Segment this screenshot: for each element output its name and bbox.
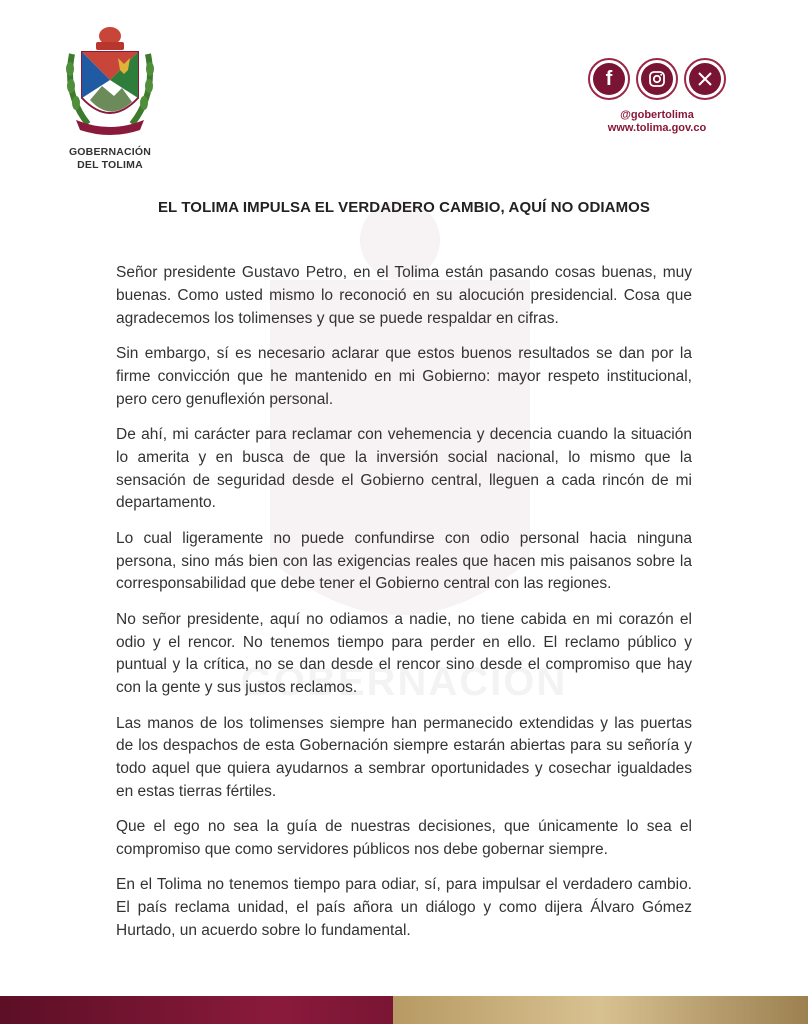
footer-red-band	[0, 996, 393, 1024]
paragraph: En el Tolima no tenemos tiempo para odiar, sí, para impulsar el verdadero cambio. El país reclama unidad, el país añora un diálogo y como dijera Álvaro Gómez Hurtado, un acuerdo sobre lo fundamental.	[116, 876, 692, 940]
document-body	[116, 262, 692, 955]
tolima-crest-icon	[58, 24, 162, 142]
gobernacion-logo	[58, 24, 162, 172]
paragraph: Sin embargo, sí es necesario aclarar que estos buenos resultados se dan por la firme convicción que he mantenido en mi Gobierno: mayor respeto institucional, pero cero genuflexión personal.	[116, 344, 692, 408]
facebook-icon[interactable]: f	[588, 58, 630, 100]
paragraph: Señor presidente Gustavo Petro, en el Tolima están pasando cosas buenas, muy buenas. Como usted mismo lo reconoció en su alocución presidencial. Cosa que agradecemos los tolimenses y que se puede respaldar en cifras.	[116, 264, 692, 327]
x-icon[interactable]	[684, 58, 726, 100]
instagram-icon[interactable]	[636, 58, 678, 100]
paragraph: Lo cual ligeramente no puede confundirse con odio personal hacia ninguna persona, sino más bien con las exigencias reales que hacen mis paisanos sobre la corresponsabilidad que debe tener el Gobierno central con las regiones.	[116, 529, 692, 593]
social-handle[interactable]: @gobertolima	[620, 109, 694, 121]
website-link[interactable]: www.tolima.gov.co	[607, 122, 707, 134]
paragraph: De ahí, mi carácter para reclamar con vehemencia y decencia cuando la situación lo amerita y en busca de que la inversión social nacional, lo mismo que la sensación de seguridad desde el Gobierno central, lleguen a cada rincón de mi departamento.	[116, 425, 692, 512]
social-media-block	[582, 58, 732, 135]
footer-gold-band	[393, 996, 808, 1024]
footer-bar	[0, 996, 808, 1024]
logo-caption-line2: DEL TOLIMA	[77, 159, 143, 171]
paragraph: No señor presidente, aquí no odiamos a nadie, no tiene cabida en mi corazón el odio y el rencor. No tenemos tiempo para perder en ello. El reclamo público y puntual y la crítica, no se dan desde el rencor sino desde el compromiso que hay con la gente y sus justos reclamos.	[116, 610, 692, 697]
paragraph: Las manos de los tolimenses siempre han permanecido extendidas y las puertas de los despachos de esta Gobernación siempre estarán abiertas para su señoría y todo aquel que quiera ayudarnos a sembrar oportunidades y cosechar igualdades en estas tierras fértiles.	[116, 714, 692, 800]
document-title: EL TOLIMA IMPULSA EL VERDADERO CAMBIO, AQUÍ NO ODIAMOS	[157, 199, 651, 216]
social-icons	[582, 58, 732, 100]
paragraph: Que el ego no sea la guía de nuestras decisiones, que únicamente lo sea el compromiso que como servidores públicos nos debe gobernar siempre.	[116, 818, 692, 859]
logo-caption-line1: GOBERNACIÓN	[68, 146, 152, 158]
